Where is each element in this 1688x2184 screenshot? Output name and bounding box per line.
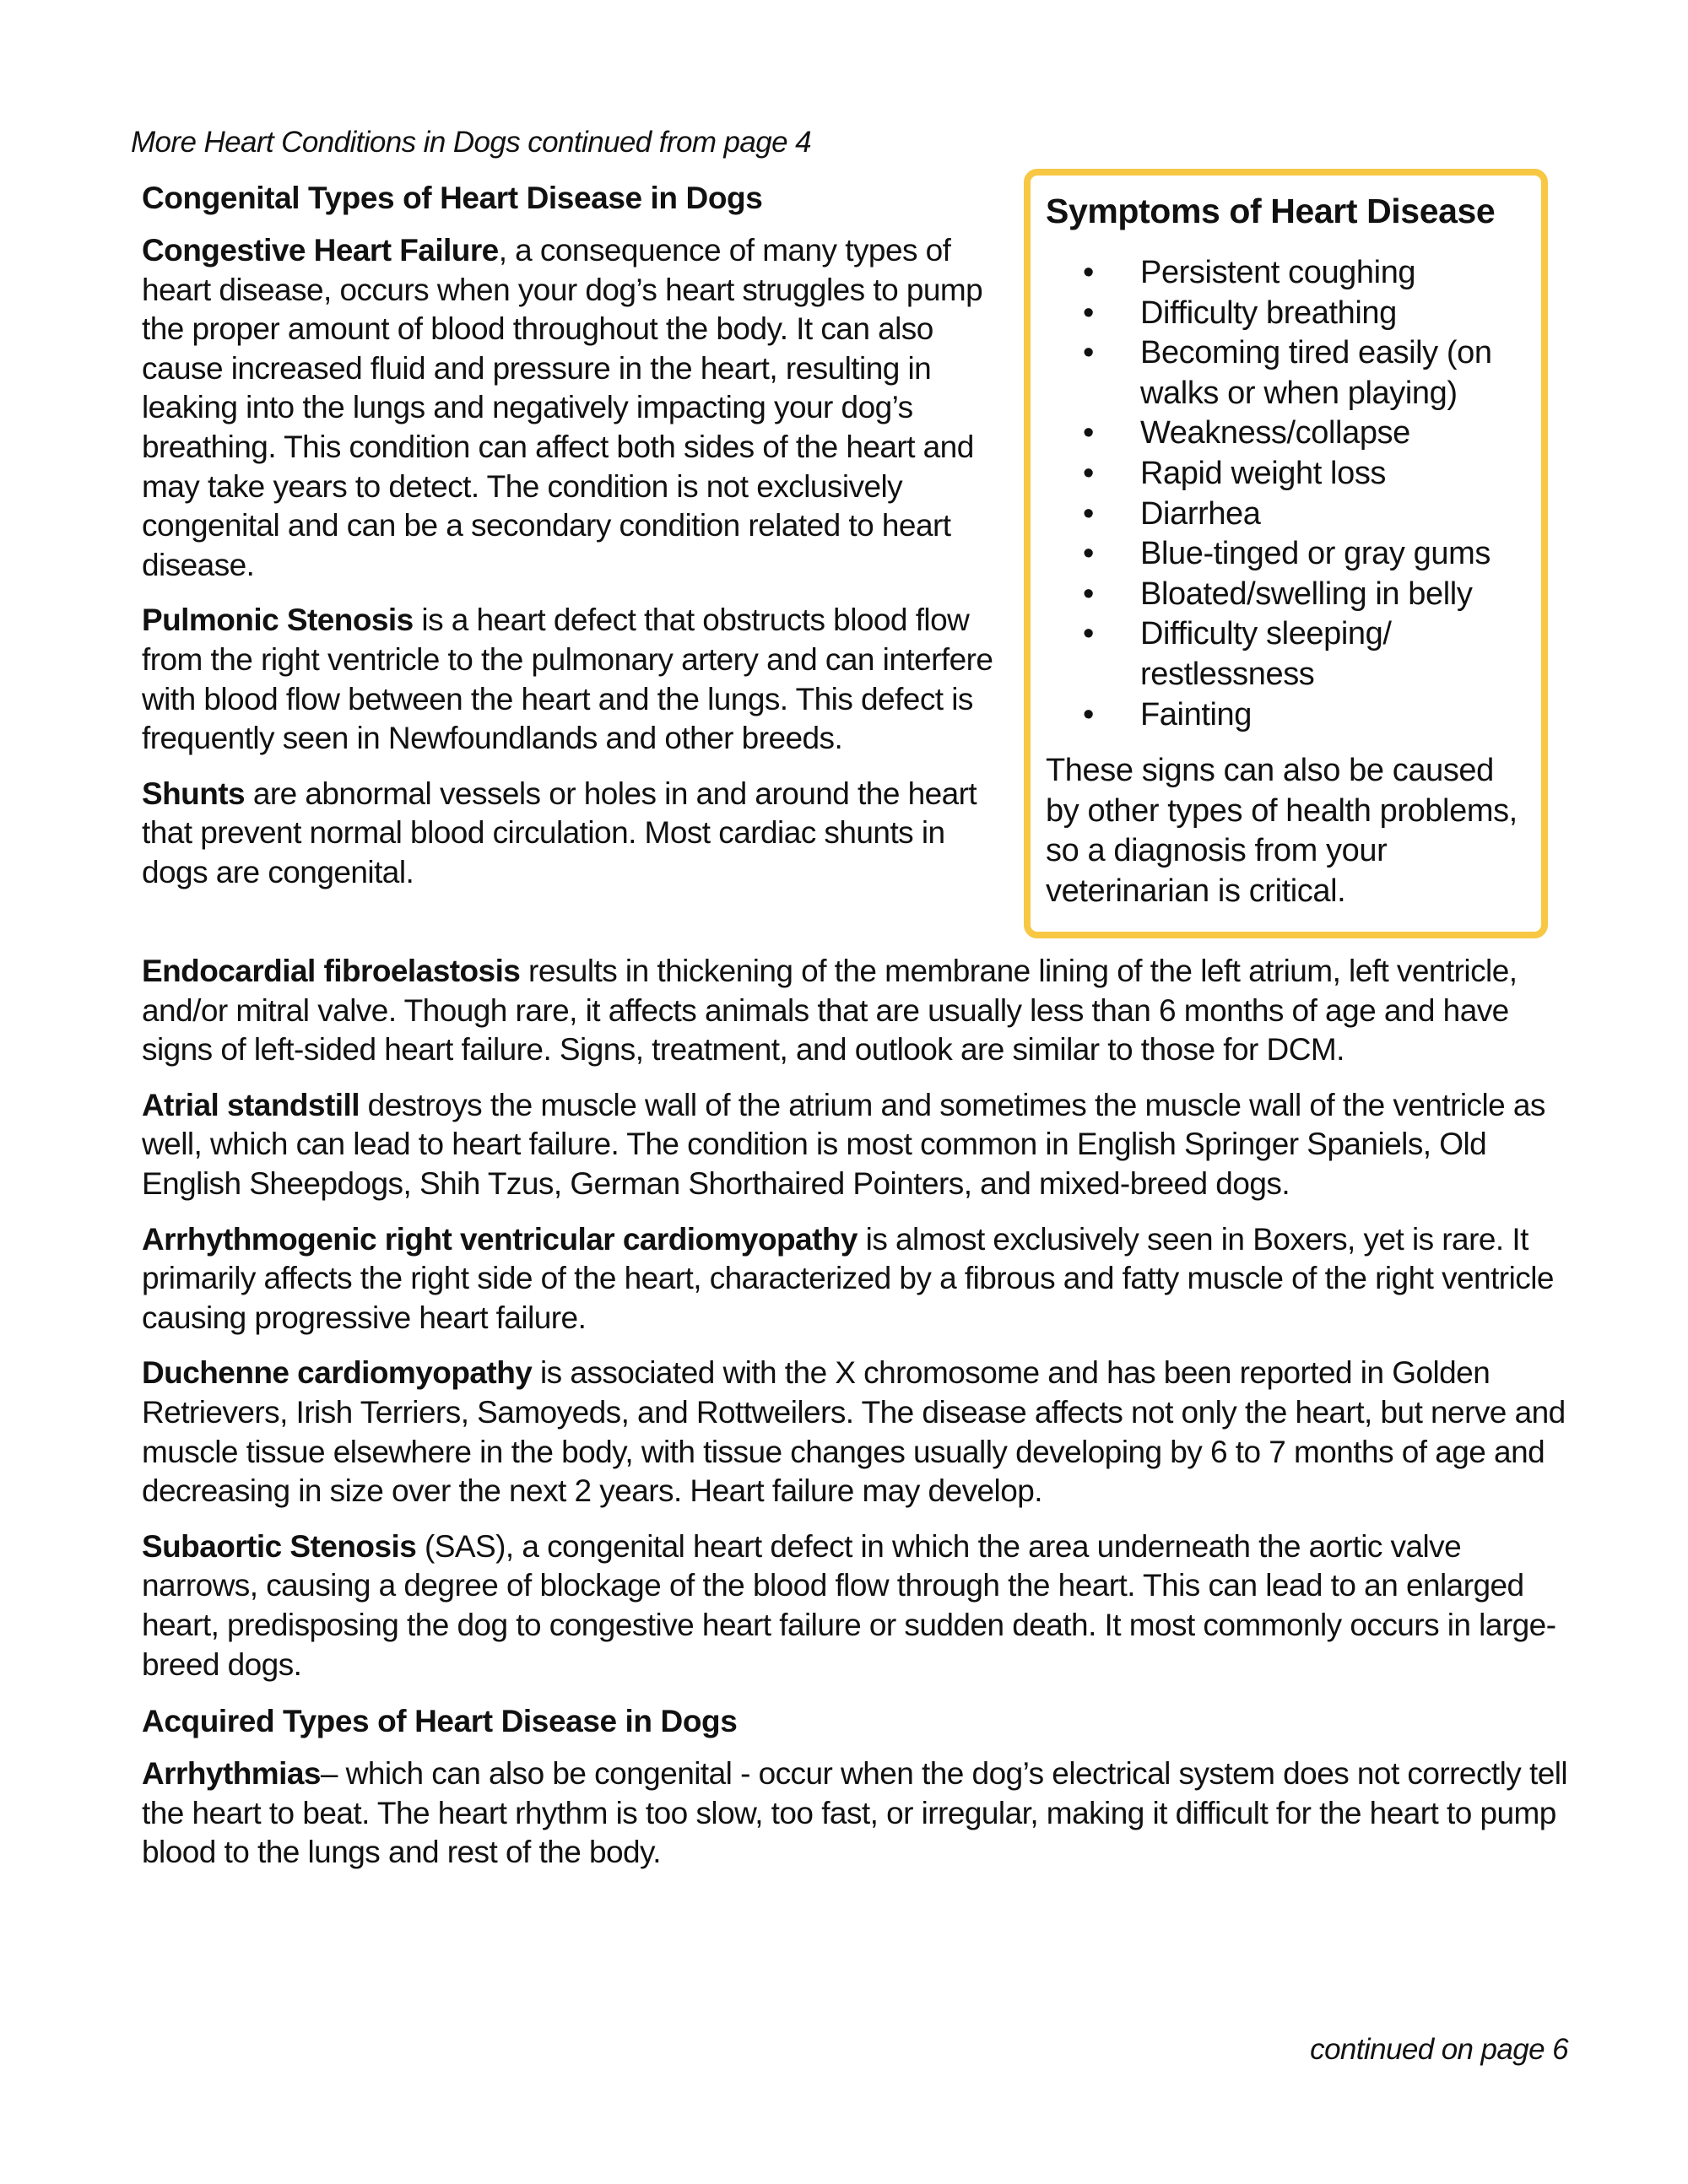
entry-text: , a consequence of many types of heart disease, occurs when your dog’s heart struggles to pump the proper amount of blood throughout the body. It can also cause increased fluid and pressure in the heart, resulting in leaking into the lungs and negatively impacting your dog’s breathing. This condition can affect both sides of the heart and may take years to detect. The condition is not exclusively congenital and can be a secondary condition related to heart disease.: [142, 233, 983, 582]
symptoms-sidebar: [1024, 169, 1548, 938]
symptom-item: • Bloated/swelling in belly: [1031, 575, 1528, 615]
entry-atrial-standstill: [142, 1086, 1577, 1204]
entry-subaortic-stenosis: [142, 1527, 1577, 1684]
entry-pulmonic-stenosis: [142, 601, 1011, 758]
bullet-icon: •: [1083, 576, 1094, 612]
sidebar-title: Symptoms of Heart Disease: [1046, 192, 1496, 230]
entry-congestive-heart-failure: [142, 231, 1011, 585]
bullet-icon: •: [1083, 415, 1094, 451]
symptom-item: • Becoming tired easily (on walks or when playing): [1083, 335, 1492, 411]
symptom-item: • Weakness/collapse: [1031, 414, 1528, 454]
entry-text: destroys the muscle wall of the atrium and sometimes the muscle wall of the ventricle as well, which can lead to heart failure. The condition is most common in English Springer Spaniels, Old English Sheepdogs, Shih Tzus, German Shorthaired Pointers, and mixed-breed dogs.: [142, 1087, 1545, 1201]
continued-from-label: More Heart Conditions in Dogs continued from page 4: [131, 126, 811, 159]
bullet-icon: •: [1083, 295, 1094, 331]
acquired-heading: Acquired Types of Heart Disease in Dogs: [142, 1704, 738, 1739]
entry-duchenne-cardiomyopathy: [142, 1354, 1577, 1511]
entry-text: is a heart defect that obstructs blood flow from the right ventricle to the pulmonary artery and can interfere with blood flow between the heart and the lungs. This defect is frequently seen in Newfoundlands and other breeds.: [142, 603, 993, 756]
entry-text: is associated with the X chromosome and has been reported in Golden Retrievers, Irish Terriers, Samoyeds, and Rottweilers. The disease affects not only the heart, but nerve and muscle tissue elsewhere in the body, with tissue changes usually developing by 6 to 7 months of age and decreasing in size over the next 2 years. Heart failure may develop.: [142, 1355, 1566, 1509]
symptom-item: • Persistent coughing: [1031, 253, 1528, 294]
entry-text: (SAS), a congenital heart defect in which the area underneath the aortic valve narrows, causing a degree of blockage of the blood flow through the heart. This can lead to an enlarged heart, predisposing the dog to congestive heart failure or sudden death. It most commonly occurs in large-breed dogs.: [142, 1528, 1556, 1682]
entry-text: is almost exclusively seen in Boxers, yet is rare. It primarily affects the right side of the heart, characterized by a fibrous and fatty muscle of the right ventricle causing progressive heart failure.: [142, 1221, 1554, 1335]
entry-term: Duchenne cardiomyopathy: [142, 1355, 533, 1391]
entry-text: results in thickening of the membrane lining of the left atrium, left ventricle, and/or mitral valve. Though rare, it affects animals that are usually less than 6 months of age and have signs of left-sided heart failure. Signs, treatment, and outlook are similar to those for DCM.: [142, 954, 1518, 1068]
bullet-icon: •: [1083, 616, 1094, 652]
entry-term: Congestive Heart Failure: [142, 233, 499, 268]
entry-text: are abnormal vessels or holes in and around the heart that prevent normal blood circulation. Most cardiac shunts in dogs are congenital.: [142, 776, 977, 889]
bullet-icon: •: [1083, 696, 1094, 733]
symptom-item: • Difficulty sleeping/ restlessness: [1083, 616, 1392, 692]
symptom-item: • Difficulty breathing: [1031, 294, 1528, 334]
entry-term: Endocardial fibroelastosis: [142, 954, 521, 988]
bullet-icon: •: [1083, 536, 1094, 572]
entry-endocardial-fibroelastosis: [142, 952, 1577, 1070]
continued-on-label: continued on page 6: [1310, 2033, 1568, 2066]
bullet-icon: •: [1083, 335, 1094, 371]
symptom-item: • Fainting: [1031, 695, 1528, 736]
symptom-item: • Rapid weight loss: [1031, 454, 1528, 495]
sidebar-note: These signs can also be caused by other types of health problems, so a diagnosis from your veterinarian is critical.: [1046, 753, 1518, 909]
entry-text: – which can also be congenital - occur when the dog’s electrical system does not correctly tell the heart to beat. The heart rhythm is too slow, too fast, or irregular, making it difficult for the heart to pump blood to the lungs and rest of the body.: [142, 1756, 1568, 1870]
bullet-icon: •: [1083, 495, 1094, 532]
symptom-item: • Diarrhea: [1031, 495, 1528, 535]
entry-term: Shunts: [142, 776, 246, 811]
entry-arvc: [142, 1220, 1577, 1338]
entry-shunts: [142, 775, 1011, 893]
symptom-list: [1031, 253, 1528, 735]
bullet-icon: •: [1083, 255, 1094, 290]
entry-term: Atrial standstill: [142, 1087, 360, 1122]
entry-term: Pulmonic Stenosis: [142, 603, 414, 638]
entry-term: Arrhythmogenic right ventricular cardiomyopathy: [142, 1221, 858, 1257]
congenital-left-column: [142, 177, 1011, 909]
entry-term: Arrhythmias: [142, 1756, 321, 1792]
congenital-heading: Congenital Types of Heart Disease in Dogs: [142, 181, 763, 215]
entry-arrhythmias: [142, 1754, 1577, 1873]
bullet-icon: •: [1083, 455, 1094, 491]
entry-term: Subaortic Stenosis: [142, 1528, 417, 1564]
full-width-content: [142, 952, 1577, 1889]
symptom-item: • Blue-tinged or gray gums: [1031, 534, 1528, 575]
